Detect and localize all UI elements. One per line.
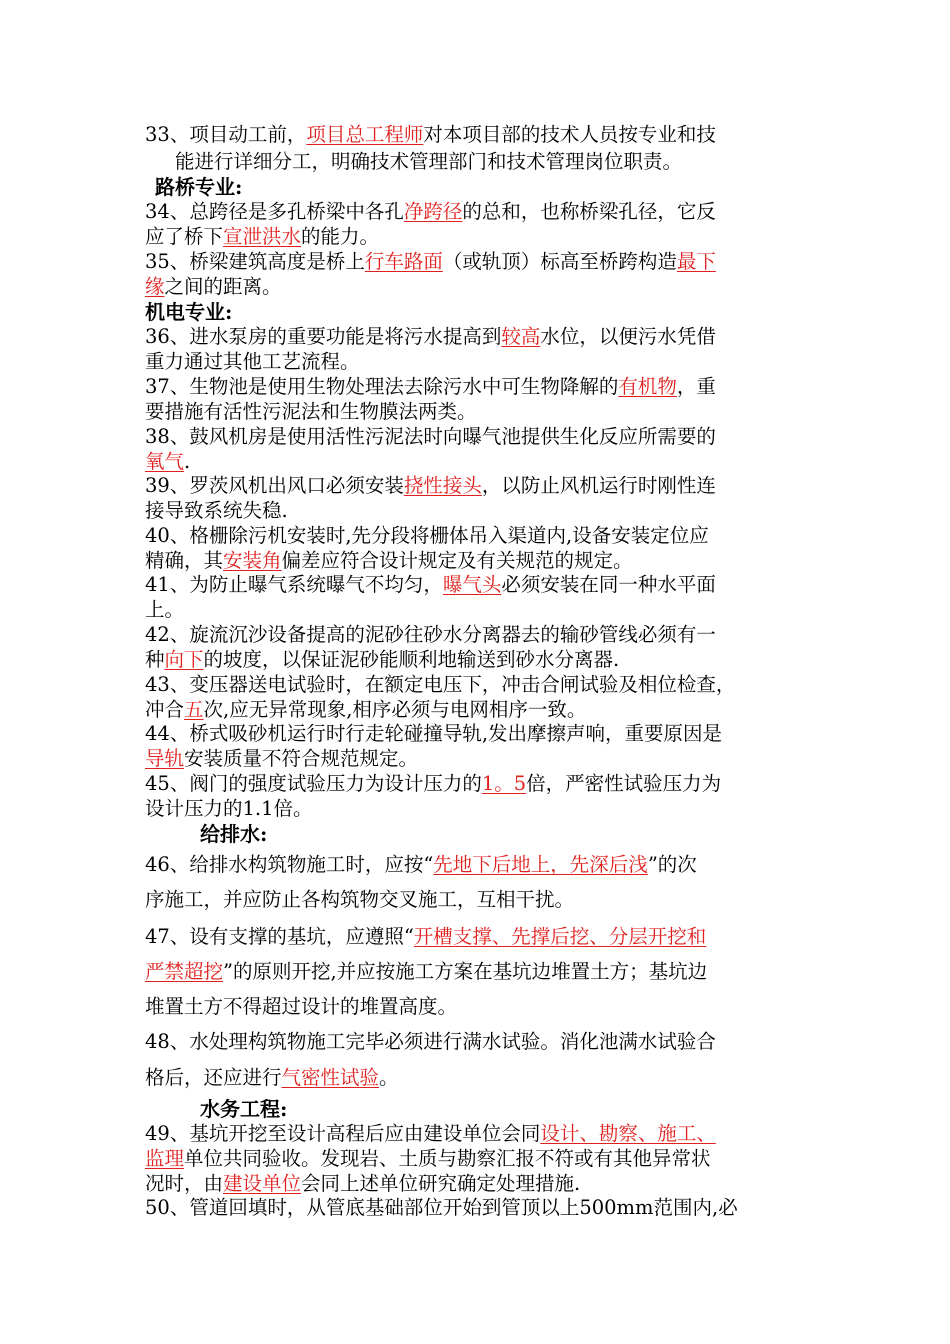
question-text: ，重 [676, 375, 716, 398]
question-text: 35、桥梁建筑高度是桥上 [145, 250, 365, 273]
answer-text: 行车路面 [364, 250, 443, 273]
answer-text: 缘 [145, 275, 165, 298]
question-text: 36、进水泵房的重要功能是将污水提高到 [145, 325, 502, 348]
question-text: 40、格栅除污机安装时,先分段将栅体吊入渠道内,设备安装定位应 [145, 524, 709, 547]
question-text: 对本项目部的技术人员按专业和技 [423, 123, 716, 146]
section-heading: 路桥专业: [155, 175, 243, 199]
answer-text: 1。5 [481, 772, 527, 795]
question-text: 的能力。 [301, 225, 380, 248]
question-line [145, 747, 835, 771]
question-line [175, 150, 865, 174]
question-text: 42、旋流沉沙设备提高的泥砂往砂水分离器去的输砂管线必须有一 [145, 623, 716, 646]
answer-text: 开槽支撑、先撑后挖、分层开挖和 [413, 925, 707, 948]
question-line [145, 598, 835, 622]
question-line [145, 1147, 835, 1171]
question-text: 必须安装在同一种水平面 [501, 573, 716, 596]
question-text: 39、罗茨风机出风口必须安装 [145, 474, 404, 497]
answer-text: 向下 [164, 648, 204, 671]
question-line [145, 1196, 835, 1220]
question-text: 会同上述单位研究确定处理措施. [301, 1172, 581, 1195]
question-text: 堆置土方不得超过设计的堆置高度。 [145, 995, 458, 1018]
question-text: 接导致系统失稳. [145, 499, 288, 522]
question-line [145, 722, 835, 746]
question-text: 次,应无异常现象,相序必须与电网相序一致。 [203, 698, 587, 721]
question-line [145, 325, 835, 349]
question-line [145, 350, 835, 374]
answer-text: 气密性试验 [281, 1066, 380, 1089]
answer-text: 导轨 [145, 747, 185, 770]
question-line [145, 698, 835, 722]
question-line [145, 375, 835, 399]
question-text: 41、为防止曝气系统曝气不均匀， [145, 573, 443, 596]
answer-text: 净跨径 [403, 200, 463, 223]
question-text: 况时，由 [145, 1172, 224, 1195]
question-text: 38、鼓风机房是使用活性污泥法时向曝气池提供生化反应所需要的 [145, 425, 716, 448]
question-text: ”的次 [647, 853, 697, 876]
question-text: 要措施有活性污泥法和生物膜法两类。 [145, 400, 477, 423]
answer-text: 宣泄洪水 [223, 225, 302, 248]
question-line [145, 623, 835, 647]
question-line [145, 1172, 835, 1196]
question-text: 上。 [145, 598, 185, 621]
answer-text: 安装角 [223, 549, 282, 572]
question-line [145, 960, 835, 984]
question-text: 50、管道回填时，从管底基础部位开始到管顶以上500mm范围内,必 [145, 1196, 738, 1219]
question-text: 。 [379, 1066, 399, 1089]
question-line [145, 400, 835, 424]
question-line [145, 1122, 835, 1146]
question-text: 46、给排水构筑物施工时，应按“ [145, 853, 434, 876]
answer-text: 较高 [501, 325, 541, 348]
answer-text: 最下 [676, 250, 716, 273]
question-line [145, 797, 835, 821]
answer-text: 挠性接头 [403, 474, 482, 497]
question-text: 45、阀门的强度试验压力为设计压力的 [145, 772, 482, 795]
question-text: 49、基坑开挖至设计高程后应由建设单位会同 [145, 1122, 541, 1145]
question-text: 单位共同验收。发现岩、土质与勘察汇报不符或有其他异常状 [184, 1147, 711, 1170]
answer-text: 五 [184, 698, 204, 721]
answer-text: 建设单位 [223, 1172, 302, 1195]
question-line [145, 549, 835, 573]
question-line [145, 1066, 835, 1090]
section-heading: 水务工程: [200, 1097, 288, 1121]
question-line [145, 573, 835, 597]
question-text: 应了桥下 [145, 225, 224, 248]
question-text: 偏差应符合设计规定及有关规范的规定。 [281, 549, 633, 572]
question-text: 水位，以便污水凭借 [540, 325, 716, 348]
answer-text: 严禁超挖 [145, 960, 224, 983]
question-text: 重力通过其他工艺流程。 [145, 350, 360, 373]
question-text: 精确，其 [145, 549, 224, 572]
answer-text: 氧气 [145, 450, 185, 473]
question-text: 34、总跨径是多孔桥梁中各孔 [145, 200, 404, 223]
question-line [145, 425, 835, 449]
section-heading: 给排水: [200, 822, 268, 846]
question-line [145, 995, 835, 1019]
question-text: 的坡度，以保证泥砂能顺利地输送到砂水分离器. [203, 648, 620, 671]
question-line [145, 499, 835, 523]
question-text: 冲合 [145, 698, 185, 721]
question-text: 43、变压器送电试验时，在额定电压下，冲击合闸试验及相位检查， [145, 673, 736, 696]
answer-text: 先地下后地上，先深后浅 [433, 853, 648, 876]
question-line [145, 275, 835, 299]
answer-text: 设计、勘察、施工、 [540, 1122, 716, 1145]
question-line [145, 888, 835, 912]
answer-text: 项目总工程师 [306, 123, 424, 146]
question-text: 序施工，并应防止各构筑物交叉施工，互相干扰。 [145, 888, 575, 911]
question-text: 37、生物池是使用生物处理法去除污水中可生物降解的 [145, 375, 619, 398]
question-text: . [184, 450, 191, 473]
question-line [145, 925, 835, 949]
question-text: 格后，还应进行 [145, 1066, 282, 1089]
question-line [145, 450, 835, 474]
answer-text: 监理 [145, 1147, 185, 1170]
answer-text: 有机物 [618, 375, 677, 398]
question-line [145, 772, 835, 796]
question-line [145, 853, 835, 877]
section-heading: 机电专业: [145, 300, 233, 324]
question-text: 安装质量不符合规范规定。 [184, 747, 419, 770]
question-line [145, 250, 835, 274]
question-text: 能进行详细分工，明确技术管理部门和技术管理岗位职责。 [175, 150, 683, 173]
question-text: 33、项目动工前， [145, 123, 307, 146]
question-text: 47、设有支撑的基坑，应遵照“ [145, 925, 414, 948]
question-text: ”的原则开挖,并应按施工方案在基坑边堆置土方；基坑边 [223, 960, 708, 983]
question-text: 48、水处理构筑物施工完毕必须进行满水试验。消化池满水试验合 [145, 1030, 716, 1053]
question-text: 倍，严密性试验压力为 [526, 772, 722, 795]
question-line [145, 225, 835, 249]
answer-text: 曝气头 [442, 573, 502, 596]
question-text: 设计压力的1.1倍。 [145, 797, 313, 820]
question-line [145, 673, 835, 697]
question-text: （或轨顶）标高至桥跨构造 [442, 250, 677, 273]
question-text: 种 [145, 648, 165, 671]
question-text: 之间的距离。 [164, 275, 282, 298]
question-line [145, 648, 835, 672]
question-text: 44、桥式吸砂机运行时行走轮碰撞导轨,发出摩擦声响，重要原因是 [145, 722, 723, 745]
question-line [145, 474, 835, 498]
question-line [145, 524, 835, 548]
question-line [145, 123, 835, 147]
question-text: ，以防止风机运行时刚性连 [481, 474, 716, 497]
question-line [145, 200, 835, 224]
question-line [145, 1030, 835, 1054]
question-text: 的总和，也称桥梁孔径，它反 [462, 200, 716, 223]
